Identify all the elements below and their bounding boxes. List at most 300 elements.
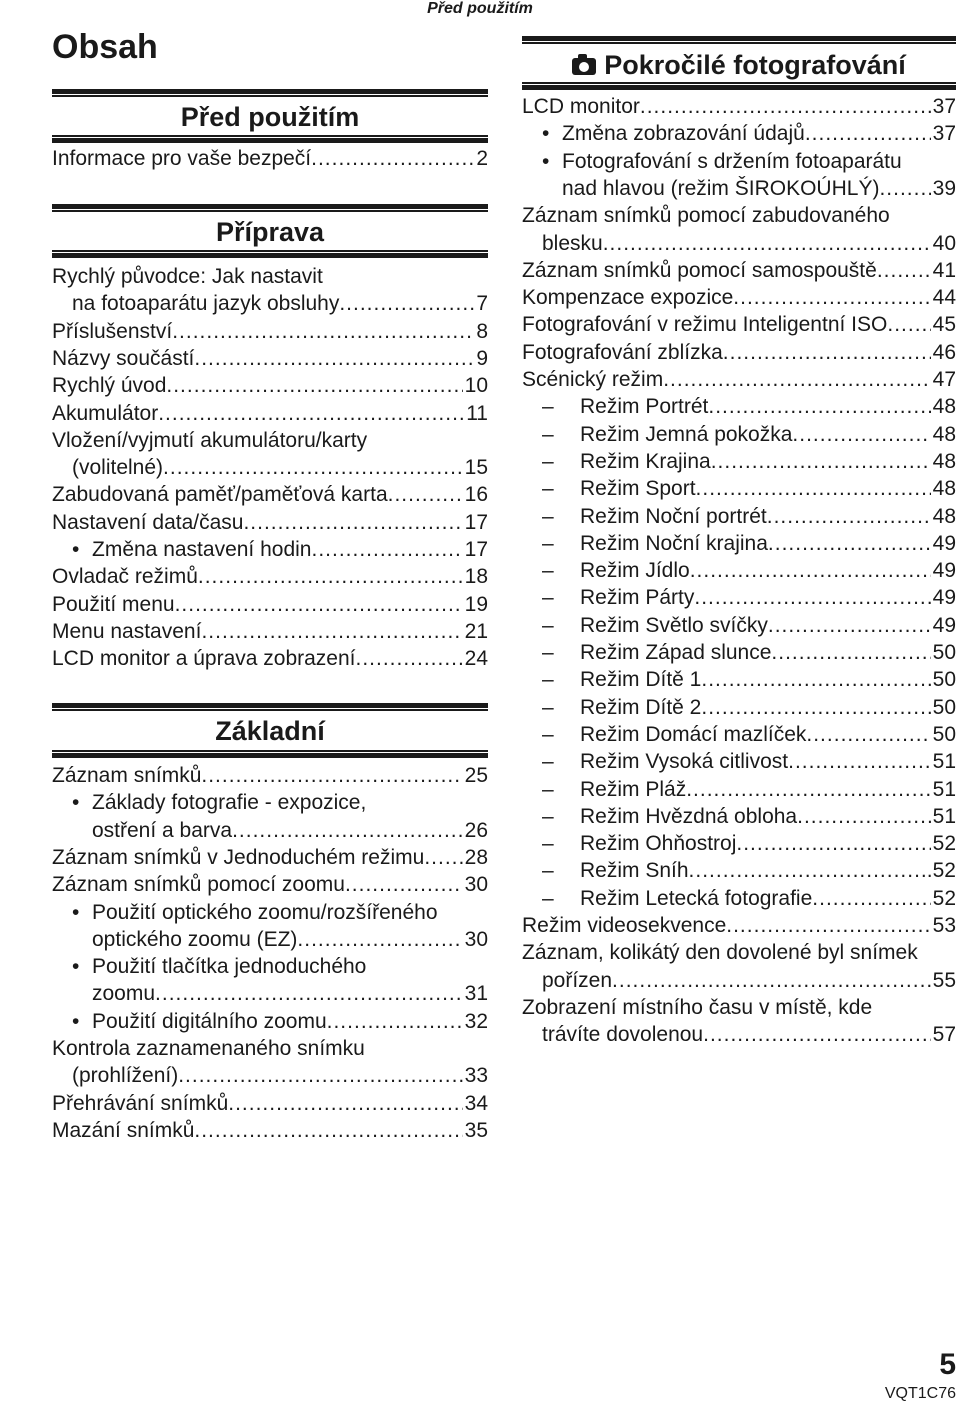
dot-leader bbox=[327, 1008, 463, 1035]
toc-entry-label bbox=[72, 901, 438, 924]
toc-entry-text: ostření a barva bbox=[92, 818, 233, 842]
toc-entry-nad-hlavou-rezim-sirokouhly[interactable] bbox=[522, 175, 956, 202]
toc-entry-text: Režim Vysoká citlivost bbox=[580, 750, 789, 774]
dot-leader bbox=[708, 393, 930, 420]
dot-leader bbox=[736, 830, 930, 857]
toc-entry-optickeho-zoomu-ez[interactable] bbox=[52, 926, 488, 953]
toc-entry-rezim-svetlo-svicky[interactable] bbox=[522, 612, 956, 639]
toc-entry-rychly-puvodce-jak-nastavit bbox=[52, 263, 488, 290]
toc-entry-akumulator[interactable] bbox=[52, 400, 488, 427]
toc-page-number: 18 bbox=[464, 565, 488, 589]
toc-entry-text: Použití digitálního zoomu bbox=[92, 1009, 327, 1033]
toc-page-number: 15 bbox=[464, 456, 488, 480]
toc-entry-nastaveni-data-casu[interactable] bbox=[52, 509, 488, 536]
dash-icon: – bbox=[542, 449, 554, 473]
toc-entry-zobrazeni-mistniho-casu-v-miste-kde bbox=[522, 994, 956, 1021]
toc-entry-label bbox=[72, 1008, 327, 1035]
toc-entry-label bbox=[522, 311, 887, 338]
dot-leader bbox=[768, 530, 931, 557]
toc-entry-prislusenstvi[interactable] bbox=[52, 318, 488, 345]
toc-entry-text: Fotografování v režimu Inteligentní ISO bbox=[522, 313, 888, 337]
toc-entry-vlozeni-vyjmuti-akumulatoru-karty bbox=[52, 427, 488, 454]
dot-leader bbox=[166, 372, 462, 399]
dot-leader bbox=[612, 967, 931, 994]
toc-entry-text: Režim Sport bbox=[580, 477, 696, 501]
toc-entry-text: Záznam snímků v Jednoduchém režimu bbox=[52, 845, 425, 869]
toc-entry-label bbox=[52, 1090, 228, 1117]
toc-entry-blesku[interactable] bbox=[522, 230, 956, 257]
toc-entry-label bbox=[542, 230, 603, 257]
dot-leader bbox=[339, 290, 474, 317]
dash-icon: – bbox=[542, 477, 554, 501]
toc-entry-label bbox=[522, 941, 918, 964]
bullet-icon: • bbox=[542, 122, 550, 146]
toc-page-number: 2 bbox=[476, 147, 488, 170]
toc-entry-text: LCD monitor a úprava zobrazení bbox=[52, 647, 356, 671]
page-title: Obsah bbox=[52, 28, 158, 66]
toc-page-number: 48 bbox=[932, 449, 956, 473]
toc-entry-zaznam-snimku[interactable] bbox=[52, 762, 488, 789]
toc-page-number: 50 bbox=[932, 695, 956, 719]
toc-entry-label bbox=[52, 1037, 365, 1060]
toc-page-number: 40 bbox=[932, 231, 956, 255]
dot-leader bbox=[603, 230, 931, 257]
dot-leader bbox=[771, 639, 930, 666]
toc-entry-informace-pro-vase-bezpeci[interactable] bbox=[52, 145, 488, 172]
toc-entry-mazani-snimku[interactable] bbox=[52, 1117, 488, 1144]
toc-entry-label bbox=[52, 645, 356, 672]
dash-icon: – bbox=[542, 804, 554, 828]
toc-page-number: 48 bbox=[932, 477, 956, 501]
toc-page-number: 24 bbox=[464, 647, 488, 671]
toc-entry-text: Režim Jídlo bbox=[580, 559, 690, 583]
toc-page-number: 30 bbox=[464, 927, 488, 951]
toc-entry-prehravani-snimku[interactable] bbox=[52, 1090, 488, 1117]
toc-page-number: 37 bbox=[932, 122, 956, 146]
toc-page-number: 9 bbox=[476, 346, 488, 370]
bullet-icon: • bbox=[72, 538, 80, 561]
dash-icon: – bbox=[542, 668, 554, 692]
toc-entry-pouziti-menu[interactable] bbox=[52, 591, 488, 618]
toc-entry-label bbox=[542, 748, 788, 775]
bullet-icon: • bbox=[72, 791, 80, 815]
toc-entry-label bbox=[522, 284, 733, 311]
toc-entry-rezim-jidlo[interactable] bbox=[522, 557, 956, 584]
toc-entry-label bbox=[542, 120, 805, 147]
toc-entry-label bbox=[522, 339, 723, 366]
toc-entry-rezim-snih[interactable] bbox=[522, 857, 956, 884]
toc-entry-text: Názvy součástí bbox=[52, 346, 195, 370]
toc-entry-label bbox=[562, 175, 879, 202]
toc-entry-label bbox=[522, 257, 877, 284]
section-title-text: Před použitím bbox=[180, 102, 360, 132]
toc-entry-rezim-dite-1[interactable] bbox=[522, 666, 956, 693]
toc-page-number: 21 bbox=[464, 619, 488, 643]
toc-entry-text: Kompenzace expozice bbox=[522, 286, 734, 310]
toc-entry-label bbox=[542, 967, 612, 994]
toc-page-number: 50 bbox=[932, 722, 956, 746]
toc-entry-label bbox=[72, 290, 339, 317]
dot-leader bbox=[703, 1021, 931, 1048]
toc-entry-fotografovani-v-rezimu-inteligentni-iso[interactable] bbox=[522, 311, 956, 338]
toc-entry-text: Rychlý původce: Jak nastavit bbox=[52, 265, 323, 288]
dot-leader bbox=[805, 120, 931, 147]
dot-leader bbox=[701, 694, 930, 721]
toc-entry-scenicky-rezim[interactable] bbox=[522, 366, 956, 393]
section-title bbox=[52, 217, 488, 247]
toc-page-number: 31 bbox=[464, 982, 488, 1006]
dash-icon: – bbox=[542, 695, 554, 719]
toc-entry-text: Režim Domácí mazlíček bbox=[580, 722, 807, 746]
toc-entry-label bbox=[52, 345, 194, 372]
toc-entry-na-fotoaparatu-jazyk-obsluhy[interactable] bbox=[52, 290, 488, 317]
toc-entry-text: Informace pro vaše bezpečí bbox=[52, 147, 312, 170]
bullet-icon: • bbox=[542, 149, 550, 173]
dot-leader bbox=[155, 980, 463, 1007]
section-rule-bottom bbox=[52, 135, 488, 143]
toc-entry-lcd-monitor[interactable] bbox=[522, 93, 956, 120]
toc-entry-text: Záznam, kolikátý den dovolené byl snímek bbox=[522, 941, 918, 965]
toc-entry-label bbox=[542, 830, 736, 857]
toc-entry-rezim-videosekvence[interactable] bbox=[522, 912, 956, 939]
toc-entry-label bbox=[92, 980, 155, 1007]
dot-leader bbox=[198, 563, 463, 590]
toc-entry-label bbox=[542, 150, 902, 173]
toc-entry-rezim-letecka-fotografie[interactable] bbox=[522, 885, 956, 912]
toc-page-number: 52 bbox=[932, 832, 956, 856]
toc-page-number: 50 bbox=[932, 641, 956, 664]
toc-entry-zaznam-kolikaty-den-dovolene-byl-snimek bbox=[522, 939, 956, 966]
toc-entry-text: Režim Noční krajina bbox=[580, 531, 768, 555]
toc-page-number: 25 bbox=[464, 764, 488, 787]
toc-entry-label bbox=[52, 145, 311, 172]
dot-leader bbox=[194, 1117, 462, 1144]
dot-leader bbox=[767, 503, 931, 530]
toc-entry-label bbox=[542, 857, 689, 884]
toc-entry-text: Kontrola zaznamenaného snímku bbox=[52, 1037, 365, 1060]
toc-page-number: 51 bbox=[932, 777, 956, 801]
toc-entry-label bbox=[522, 912, 726, 939]
toc-entry-text: Změna nastavení hodin bbox=[92, 538, 312, 561]
bullet-icon: • bbox=[72, 955, 80, 979]
toc-entry-text: blesku bbox=[542, 231, 603, 255]
dot-leader bbox=[163, 454, 463, 481]
toc-entry-kompenzace-expozice[interactable] bbox=[522, 284, 956, 311]
toc-entry-pouziti-tlacitka-jednoducheho bbox=[52, 953, 488, 980]
toc-entry-label bbox=[542, 584, 694, 611]
toc-entry-label bbox=[52, 1117, 194, 1144]
toc-page-number: 37 bbox=[932, 95, 956, 118]
toc-entry-text: Základy fotografie - expozice, bbox=[92, 791, 367, 815]
dot-leader bbox=[806, 721, 930, 748]
toc-page-number: 39 bbox=[932, 176, 956, 200]
toc-entry-zaznam-snimku-pomoci-samospouste[interactable] bbox=[522, 257, 956, 284]
dash-icon: – bbox=[542, 750, 554, 774]
toc-page-number: 33 bbox=[464, 1064, 488, 1088]
toc-entry-zaznam-snimku-pomoci-zoomu[interactable] bbox=[52, 871, 488, 898]
toc-entry-travite-dovolenou[interactable] bbox=[522, 1021, 956, 1048]
dot-leader bbox=[686, 776, 930, 803]
toc-entry-text: Záznam snímků pomocí samospouště bbox=[522, 258, 877, 282]
dot-leader bbox=[388, 481, 463, 508]
dot-leader bbox=[689, 857, 925, 884]
toc-entry-zmena-nastaveni-hodin[interactable] bbox=[52, 536, 488, 563]
camera-icon bbox=[572, 58, 596, 75]
toc-entry-text: Režim Portrét bbox=[580, 395, 709, 419]
toc-entry-text: Změna zobrazování údajů bbox=[562, 122, 805, 146]
toc-entry-label bbox=[52, 618, 201, 645]
toc-entry-text: Režim Sníh bbox=[580, 859, 689, 883]
dot-leader bbox=[690, 557, 931, 584]
toc-page-number: 51 bbox=[932, 804, 956, 828]
toc-entry-text: Režim Pláž bbox=[580, 777, 687, 801]
toc-entry-label bbox=[72, 536, 311, 563]
toc-entry-rezim-plaz[interactable] bbox=[522, 776, 956, 803]
dot-leader bbox=[723, 339, 931, 366]
dot-leader bbox=[877, 257, 931, 284]
toc-page-number: 34 bbox=[464, 1091, 488, 1115]
toc-entry-rezim-domaci-mazlicek[interactable] bbox=[522, 721, 956, 748]
dot-leader bbox=[726, 912, 930, 939]
toc-page-number: 47 bbox=[932, 368, 956, 391]
toc-entry-label bbox=[542, 612, 768, 639]
toc-entry-text: Ovladač režimů bbox=[52, 565, 198, 589]
dash-icon: – bbox=[542, 777, 554, 801]
toc-entry-zaznam-snimku-v-jednoduchem-rezimu[interactable] bbox=[52, 844, 488, 871]
toc-entry-label bbox=[52, 372, 166, 399]
section-rule-bottom bbox=[522, 82, 956, 90]
toc-entry-rezim-jemna-pokozka[interactable] bbox=[522, 421, 956, 448]
dot-leader bbox=[178, 1062, 462, 1089]
section-rule-top bbox=[522, 36, 956, 44]
toc-page-number: 45 bbox=[932, 313, 956, 337]
toc-entry-text: pořízen bbox=[542, 968, 613, 992]
dot-leader bbox=[356, 645, 463, 672]
toc-page-number: 17 bbox=[464, 510, 488, 534]
toc-page-number: 49 bbox=[932, 559, 956, 583]
toc-entry-volitelne[interactable] bbox=[52, 454, 488, 481]
toc-page-number: 50 bbox=[932, 668, 956, 692]
dot-leader bbox=[158, 400, 464, 427]
toc-entry-text: optického zoomu (EZ) bbox=[92, 927, 298, 951]
toc-entry-rezim-vysoka-citlivost[interactable] bbox=[522, 748, 956, 775]
toc-entry-label bbox=[52, 429, 367, 452]
dot-leader bbox=[311, 145, 474, 172]
toc-entry-text: Režim Jemná pokožka bbox=[580, 422, 793, 446]
toc-entry-rezim-dite-2[interactable] bbox=[522, 694, 956, 721]
toc-entry-pouziti-optickeho-zoomu-rozsireneho bbox=[52, 899, 488, 926]
dash-icon: – bbox=[542, 641, 554, 664]
dash-icon: – bbox=[542, 886, 554, 910]
toc-entry-text: Použití menu bbox=[52, 592, 175, 616]
toc-entry-text: Mazání snímků bbox=[52, 1118, 195, 1142]
toc-entry-label bbox=[522, 204, 890, 227]
toc-entry-label bbox=[72, 791, 366, 814]
toc-entry-text: Fotografování s držením fotoaparátu bbox=[562, 149, 902, 173]
section-rule-bottom bbox=[52, 250, 488, 258]
dash-icon: – bbox=[542, 504, 554, 528]
toc-entry-label bbox=[542, 639, 771, 666]
dash-icon: – bbox=[542, 395, 554, 419]
toc-entry-text: Zobrazení místního času v místě, kde bbox=[522, 995, 873, 1019]
toc-entry-label bbox=[522, 93, 640, 120]
dot-leader bbox=[788, 748, 931, 775]
toc-page-number: .52 bbox=[926, 859, 956, 883]
toc-entry-text: (prohlížení) bbox=[72, 1064, 179, 1088]
toc-page-number: 49 bbox=[932, 531, 956, 555]
dot-leader bbox=[797, 803, 931, 830]
toc-entry-fotografovani-zblizka[interactable] bbox=[522, 339, 956, 366]
toc-entry-label bbox=[72, 1062, 178, 1089]
dot-leader bbox=[194, 345, 474, 372]
toc-entry-pouziti-digitalniho-zoomu[interactable] bbox=[52, 1008, 488, 1035]
toc-entry-text: trávíte dovolenou bbox=[542, 1023, 704, 1047]
toc-page-number: 49 bbox=[932, 613, 956, 637]
dot-leader bbox=[733, 284, 930, 311]
toc-page-number: 52 bbox=[932, 886, 956, 910]
toc-entry-label bbox=[52, 762, 201, 789]
toc-entry-text: Režim Párty bbox=[580, 586, 695, 610]
toc-entry-rezim-sport[interactable] bbox=[522, 475, 956, 502]
toc-entry-text: Scénický režim bbox=[522, 368, 664, 391]
toc-entry-label bbox=[72, 955, 366, 978]
toc-page-number: 53 bbox=[932, 914, 956, 937]
toc-entry-text: nad hlavou (režim ŠIROKOÚHLÝ) bbox=[562, 176, 880, 200]
toc-entry-label bbox=[52, 591, 175, 618]
toc-page-number: 11 bbox=[466, 401, 488, 425]
toc-page-number: 7 bbox=[476, 292, 488, 316]
dash-icon: – bbox=[542, 722, 554, 746]
toc-entry-label bbox=[542, 885, 812, 912]
toc-entry-text: LCD monitor bbox=[522, 95, 640, 118]
toc-entry-label bbox=[52, 318, 172, 345]
dot-leader bbox=[640, 93, 931, 120]
toc-entry-rezim-ohnostroj[interactable] bbox=[522, 830, 956, 857]
dot-leader bbox=[172, 318, 474, 345]
toc-entry-label bbox=[542, 557, 690, 584]
toc-entry-text: Režim Ohňostroj bbox=[580, 832, 737, 856]
section-title bbox=[52, 716, 488, 746]
toc-entry-text: Rychlý úvod bbox=[52, 374, 167, 398]
toc-entry-label bbox=[522, 996, 872, 1019]
toc-entry-label bbox=[542, 393, 708, 420]
toc-entry-text: Vložení/vyjmutí akumulátoru/karty bbox=[52, 428, 368, 452]
toc-entry-text: Nastavení data/času bbox=[52, 510, 244, 534]
toc-entry-fotografovani-s-drzenim-fotoaparatu bbox=[522, 148, 956, 175]
toc-entry-label bbox=[92, 817, 232, 844]
toc-entry-rezim-nocni-portret[interactable] bbox=[522, 503, 956, 530]
toc-page-number: 48 bbox=[932, 504, 956, 528]
running-head: Před použitím bbox=[427, 0, 533, 17]
toc-entry-zabudovana-pamet-pametova-karta[interactable] bbox=[52, 481, 488, 508]
toc-entry-label bbox=[542, 803, 797, 830]
dot-leader bbox=[792, 421, 930, 448]
toc-entry-rezim-zapad-slunce[interactable] bbox=[522, 639, 956, 666]
dot-leader bbox=[701, 666, 930, 693]
dot-leader bbox=[201, 618, 462, 645]
toc-entry-label bbox=[542, 694, 701, 721]
toc-page-number: 28 bbox=[464, 845, 488, 869]
dot-leader bbox=[663, 366, 930, 393]
toc-entry-text: Použití optického zoomu/rozšířeného bbox=[92, 900, 438, 924]
toc-entry-nazvy-soucasti[interactable] bbox=[52, 345, 488, 372]
toc-entry-text: Režim Krajina bbox=[580, 449, 711, 473]
section-title bbox=[52, 102, 488, 132]
dot-leader bbox=[696, 475, 931, 502]
toc-page-number: 30 bbox=[464, 873, 488, 897]
dot-leader bbox=[232, 817, 463, 844]
dot-leader bbox=[297, 926, 462, 953]
toc-entry-label bbox=[542, 421, 792, 448]
toc-entry-text: Režim Letecká fotografie bbox=[580, 886, 813, 910]
toc-entry-label bbox=[542, 448, 711, 475]
toc-entry-label bbox=[52, 400, 158, 427]
toc-page-number: 10 bbox=[464, 374, 488, 398]
toc-entry-rezim-hvezdna-obloha[interactable] bbox=[522, 803, 956, 830]
toc-entry-menu-nastaveni[interactable] bbox=[52, 618, 488, 645]
toc-entry-label bbox=[542, 666, 701, 693]
toc-entry-prohlizeni[interactable] bbox=[52, 1062, 488, 1089]
section-title-text: Příprava bbox=[215, 217, 325, 247]
toc-entry-kontrola-zaznamenaneho-snimku bbox=[52, 1035, 488, 1062]
toc-entry-porizen[interactable] bbox=[522, 967, 956, 994]
section-rule-top bbox=[52, 703, 488, 711]
toc-entry-lcd-monitor-a-uprava-zobrazeni[interactable] bbox=[52, 645, 488, 672]
toc-entry-rezim-nocni-krajina[interactable] bbox=[522, 530, 956, 557]
toc-page-number: 19 bbox=[464, 592, 488, 616]
toc-entry-ovladac-rezimu[interactable] bbox=[52, 563, 488, 590]
toc-entry-rychly-uvod[interactable] bbox=[52, 372, 488, 399]
toc-entry-zaznam-snimku-pomoci-zabudovaneho bbox=[522, 202, 956, 229]
toc-page-number: 16 bbox=[464, 483, 488, 507]
toc-entry-text: Menu nastavení bbox=[52, 619, 202, 643]
dot-leader bbox=[812, 885, 930, 912]
toc-entry-text: Záznam snímků pomocí zoomu bbox=[52, 873, 345, 897]
toc-entry-text: Režim Hvězdná obloha bbox=[580, 804, 798, 828]
toc-entry-text: Režim Dítě 1 bbox=[580, 668, 702, 692]
dot-leader bbox=[311, 536, 462, 563]
toc-entry-text: Zabudovaná paměť/paměťová karta bbox=[52, 483, 388, 507]
toc-entry-rezim-party[interactable] bbox=[522, 584, 956, 611]
toc-entry-text: Režim videosekvence bbox=[522, 914, 727, 937]
toc-entry-zmena-zobrazovani-udaju[interactable] bbox=[522, 120, 956, 147]
dash-icon: – bbox=[542, 613, 554, 637]
toc-entry-label bbox=[52, 265, 323, 288]
toc-page-number: 49 bbox=[932, 586, 956, 610]
toc-entry-rezim-portret[interactable] bbox=[522, 393, 956, 420]
toc-entry-text: Záznam snímků pomocí zabudovaného bbox=[522, 204, 890, 228]
toc-page-number: 57 bbox=[932, 1023, 956, 1047]
dash-icon: – bbox=[542, 559, 554, 583]
toc-page-number: 46 bbox=[932, 340, 956, 364]
toc-entry-text: zoomu bbox=[92, 982, 156, 1006]
toc-page-number: 48 bbox=[932, 422, 956, 446]
toc-page-number: 32 bbox=[464, 1009, 488, 1033]
dot-leader bbox=[345, 871, 463, 898]
toc-entry-label bbox=[542, 776, 686, 803]
toc-entry-ostreni-a-barva[interactable] bbox=[52, 817, 488, 844]
section-title bbox=[522, 50, 956, 80]
toc-page-number: 35 bbox=[464, 1118, 488, 1142]
dot-leader bbox=[175, 591, 463, 618]
toc-entry-text: Režim Západ slunce bbox=[580, 641, 772, 664]
toc-page-number: 55 bbox=[932, 968, 956, 992]
toc-entry-zoomu[interactable] bbox=[52, 980, 488, 1007]
toc-entry-rezim-krajina[interactable] bbox=[522, 448, 956, 475]
toc-entry-label bbox=[52, 844, 424, 871]
section-rule-top bbox=[52, 204, 488, 212]
toc-entry-label bbox=[92, 926, 297, 953]
